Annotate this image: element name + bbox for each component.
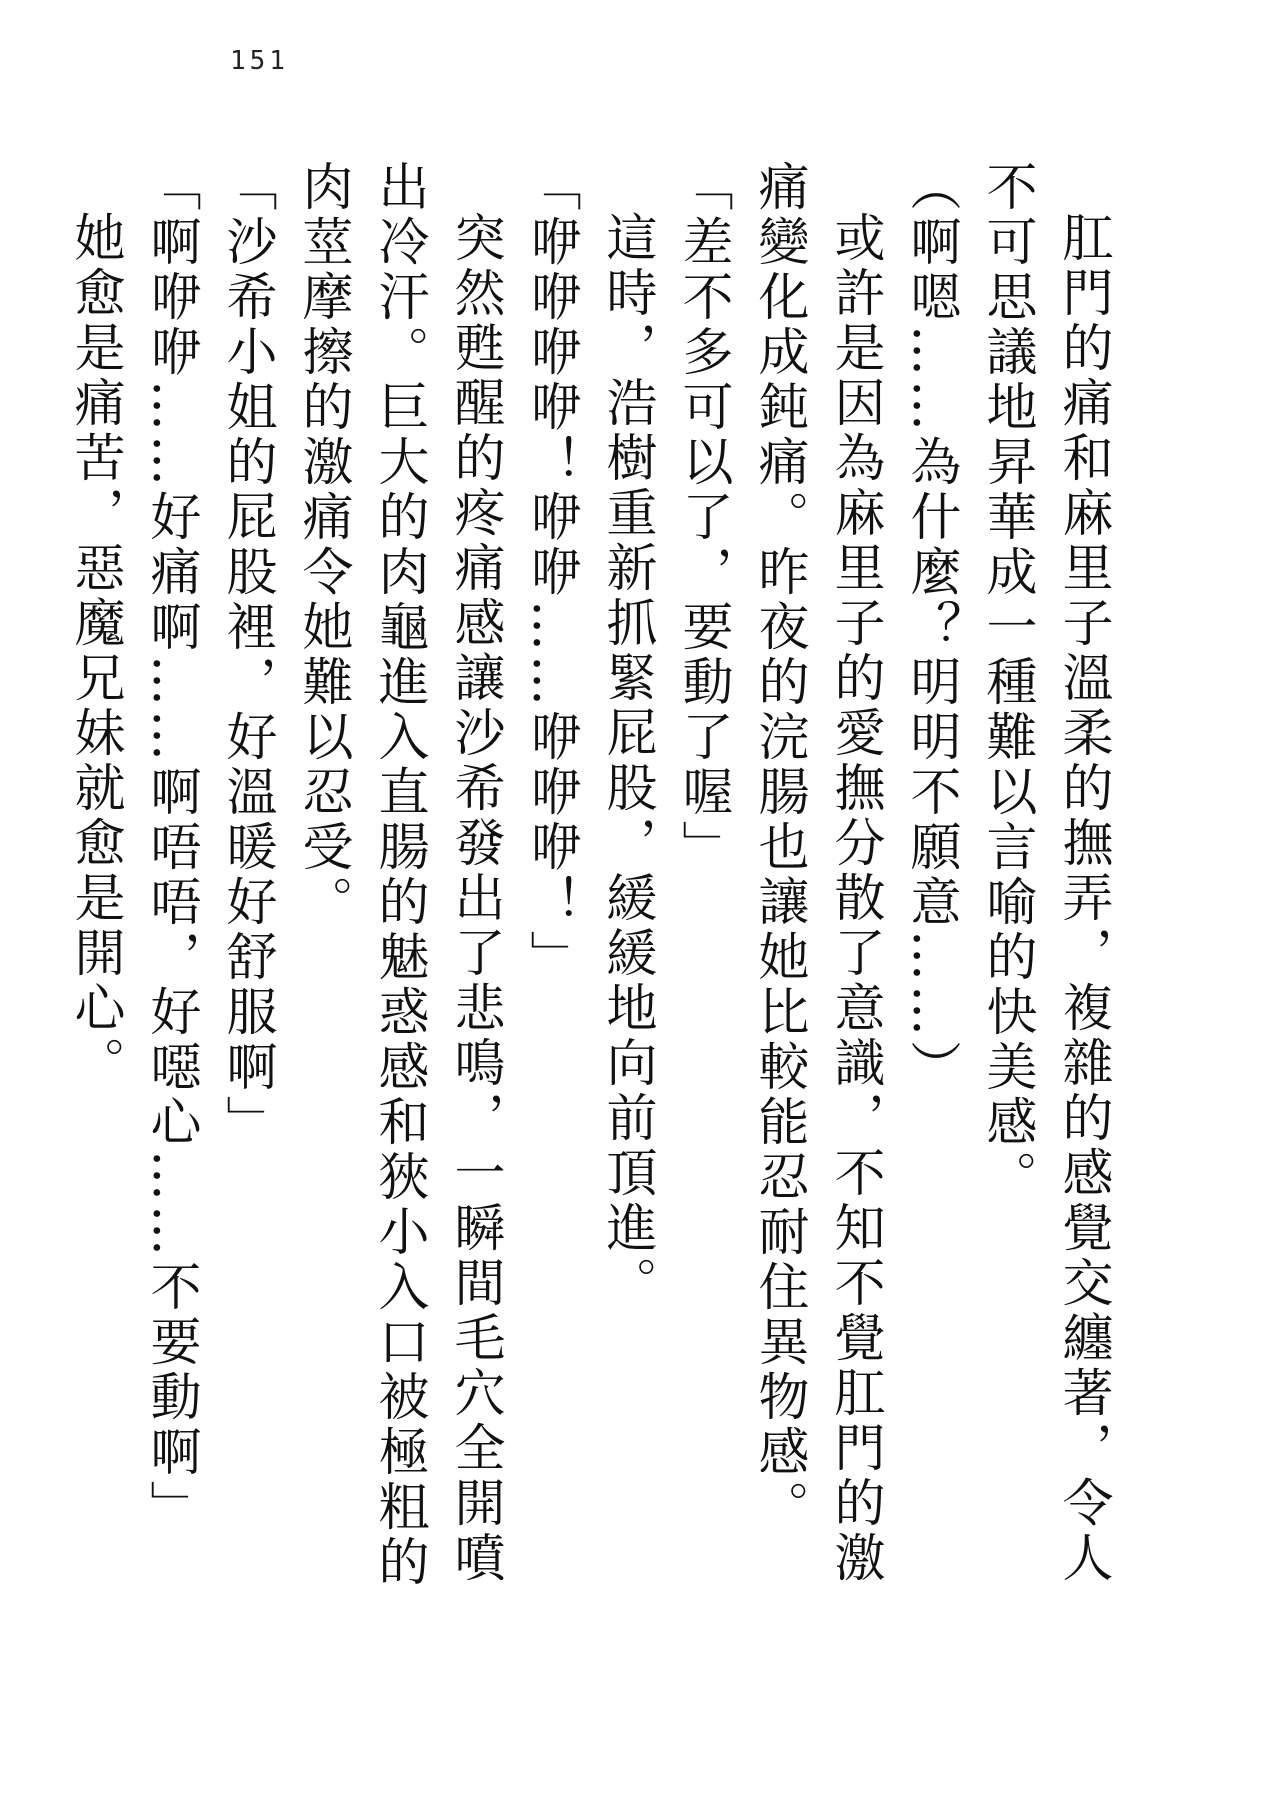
paragraph: 突然甦醒的疼痛感讓沙希發出了悲鳴，一瞬間毛穴全開噴出冷汗。巨大的肉龜進入直腸的魅惑感和狹小入口被極粗的肉莖摩擦的激痛令她難以忍受。 [293,160,504,1590]
paragraph: 「咿咿咿咿！咿咿……咿咿咿！」 [521,160,580,985]
novel-text-block [65,160,1120,1640]
paragraph: 「啊咿咿……好痛啊……啊唔唔，好噁心……不要動啊」 [141,160,200,1535]
paragraph: 或許是因為麻里子的愛撫分散了意識，不知不覺肛門的激痛變化成鈍痛。昨夜的浣腸也讓她比較能忍耐住異物感。 [749,160,884,1586]
paragraph: 她愈是痛苦，惡魔兄妹就愈是開心。 [65,211,124,1091]
paragraph: 「差不多可以了，要動了喔」 [673,160,732,875]
paragraph: 肛門的痛和麻里子溫柔的撫弄，複雜的感覺交纏著，令人不可思議地昇華成一種難以言喻的快美感。 [977,160,1112,1586]
paragraph: （啊嗯……為什麼？明明不願意……） [901,160,960,1095]
paragraph: 「沙希小姐的屁股裡，好溫暖好舒服啊」 [217,160,276,1150]
page-number: 151 [230,46,289,76]
paragraph: 這時，浩樹重新抓緊屁股，緩緩地向前頂進。 [597,211,656,1311]
